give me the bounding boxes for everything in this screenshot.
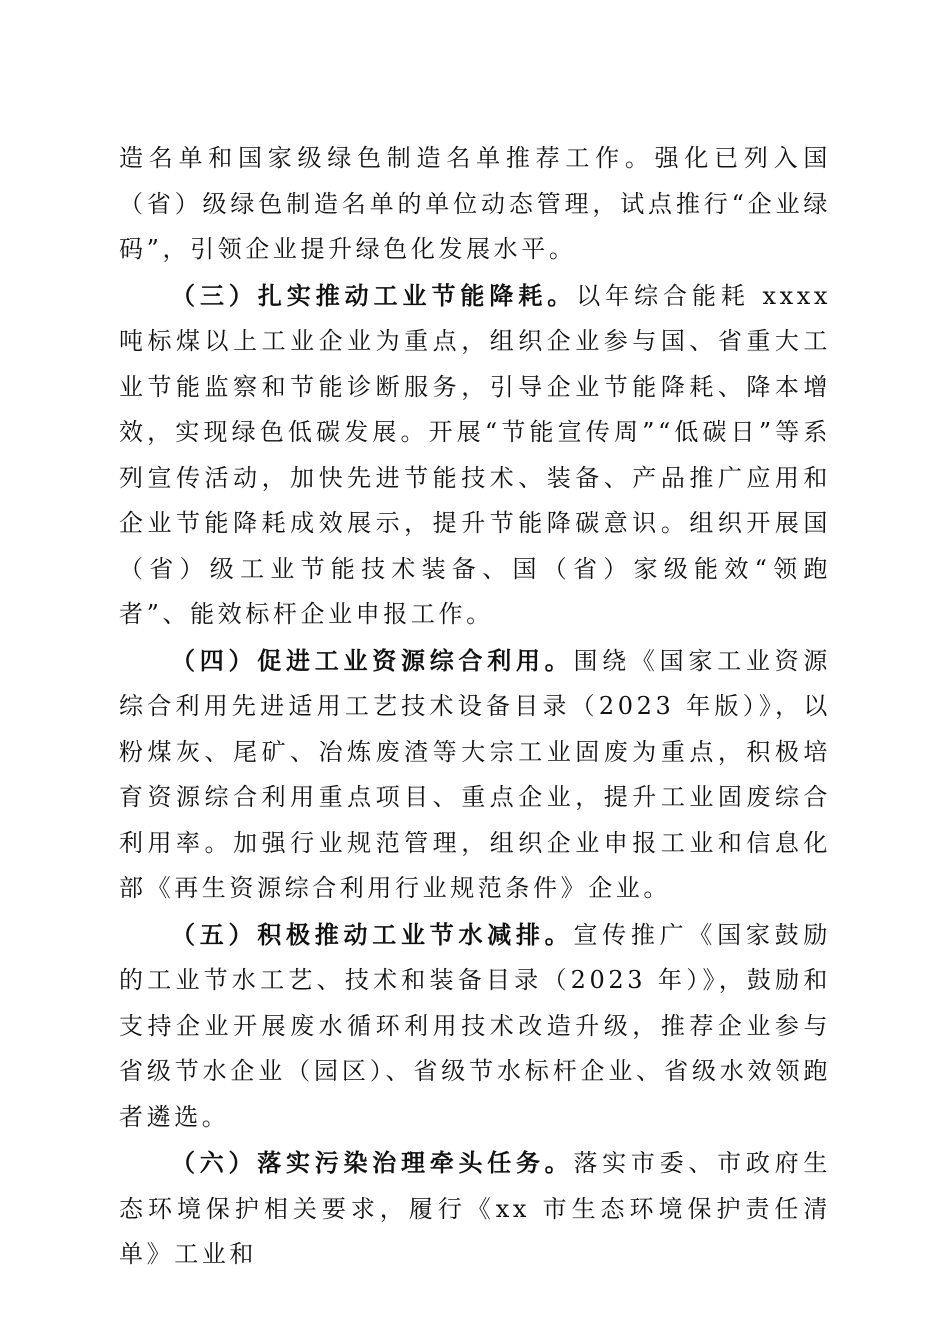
section-heading: （六）落实污染治理牵头任务。 [171,1148,574,1177]
section-heading: （五）积极推动工业节水减排。 [171,919,574,949]
section-heading: （三）扎实推动工业节能降耗。 [171,280,577,310]
paragraph-text: 落实市委、市政府生态环境保护相关要求，履行《xx 市生态环境保护责任清单》工业和 [119,1149,831,1268]
paragraph-section-6 [119,1140,831,1278]
paragraph-section-3 [119,273,831,638]
paragraph-section-5 [119,912,831,1141]
paragraph-continuation [119,136,831,273]
paragraph-section-4 [119,638,831,912]
paragraph-text: 以年综合能耗 xxxx 吨标煤以上工业企业为重点，组织企业参与国、省重大工业节能监察和节能诊断服务，引导企业节能降耗、降本增效，实现绿色低碳发展。开展“节能宣传周”“低碳日”等系列宣传活动，加快先进节能技术、装备、产品推广应用和企业节能降耗成效展示，提升节能降碳意识。组织开展国（省）级工业节能技术装备、国（省）家级能效“领跑者”、能效标杆企业申报工作。 [119,281,831,628]
paragraph-text: 围绕《国家工业资源综合利用先进适用工艺技术设备目录（2023 年版）》，以粉煤灰、尾矿、冶炼废渣等大宗工业固废为重点，积极培育资源综合利用重点项目、重点企业，提升工业固废综合利用率。加强行业规范管理，组织企业申报工业和信息化部《再生资源综合利用行业规范条件》企业。 [119,646,831,902]
document-body [119,136,831,1278]
paragraph-text: 造名单和国家级绿色制造名单推荐工作。强化已列入国（省）级绿色制造名单的单位动态管理，试点推行“企业绿码”，引领企业提升绿色化发展水平。 [119,144,831,263]
paragraph-text: 宣传推广《国家鼓励的工业节水工艺、技术和装备目录（2023 年）》，鼓励和支持企业开展废水循环利用技术改造升级，推荐企业参与省级节水企业（园区）、省级节水标杆企业、省级水效领跑者遴选。 [119,920,831,1131]
section-heading: （四）促进工业资源综合利用。 [171,645,574,675]
